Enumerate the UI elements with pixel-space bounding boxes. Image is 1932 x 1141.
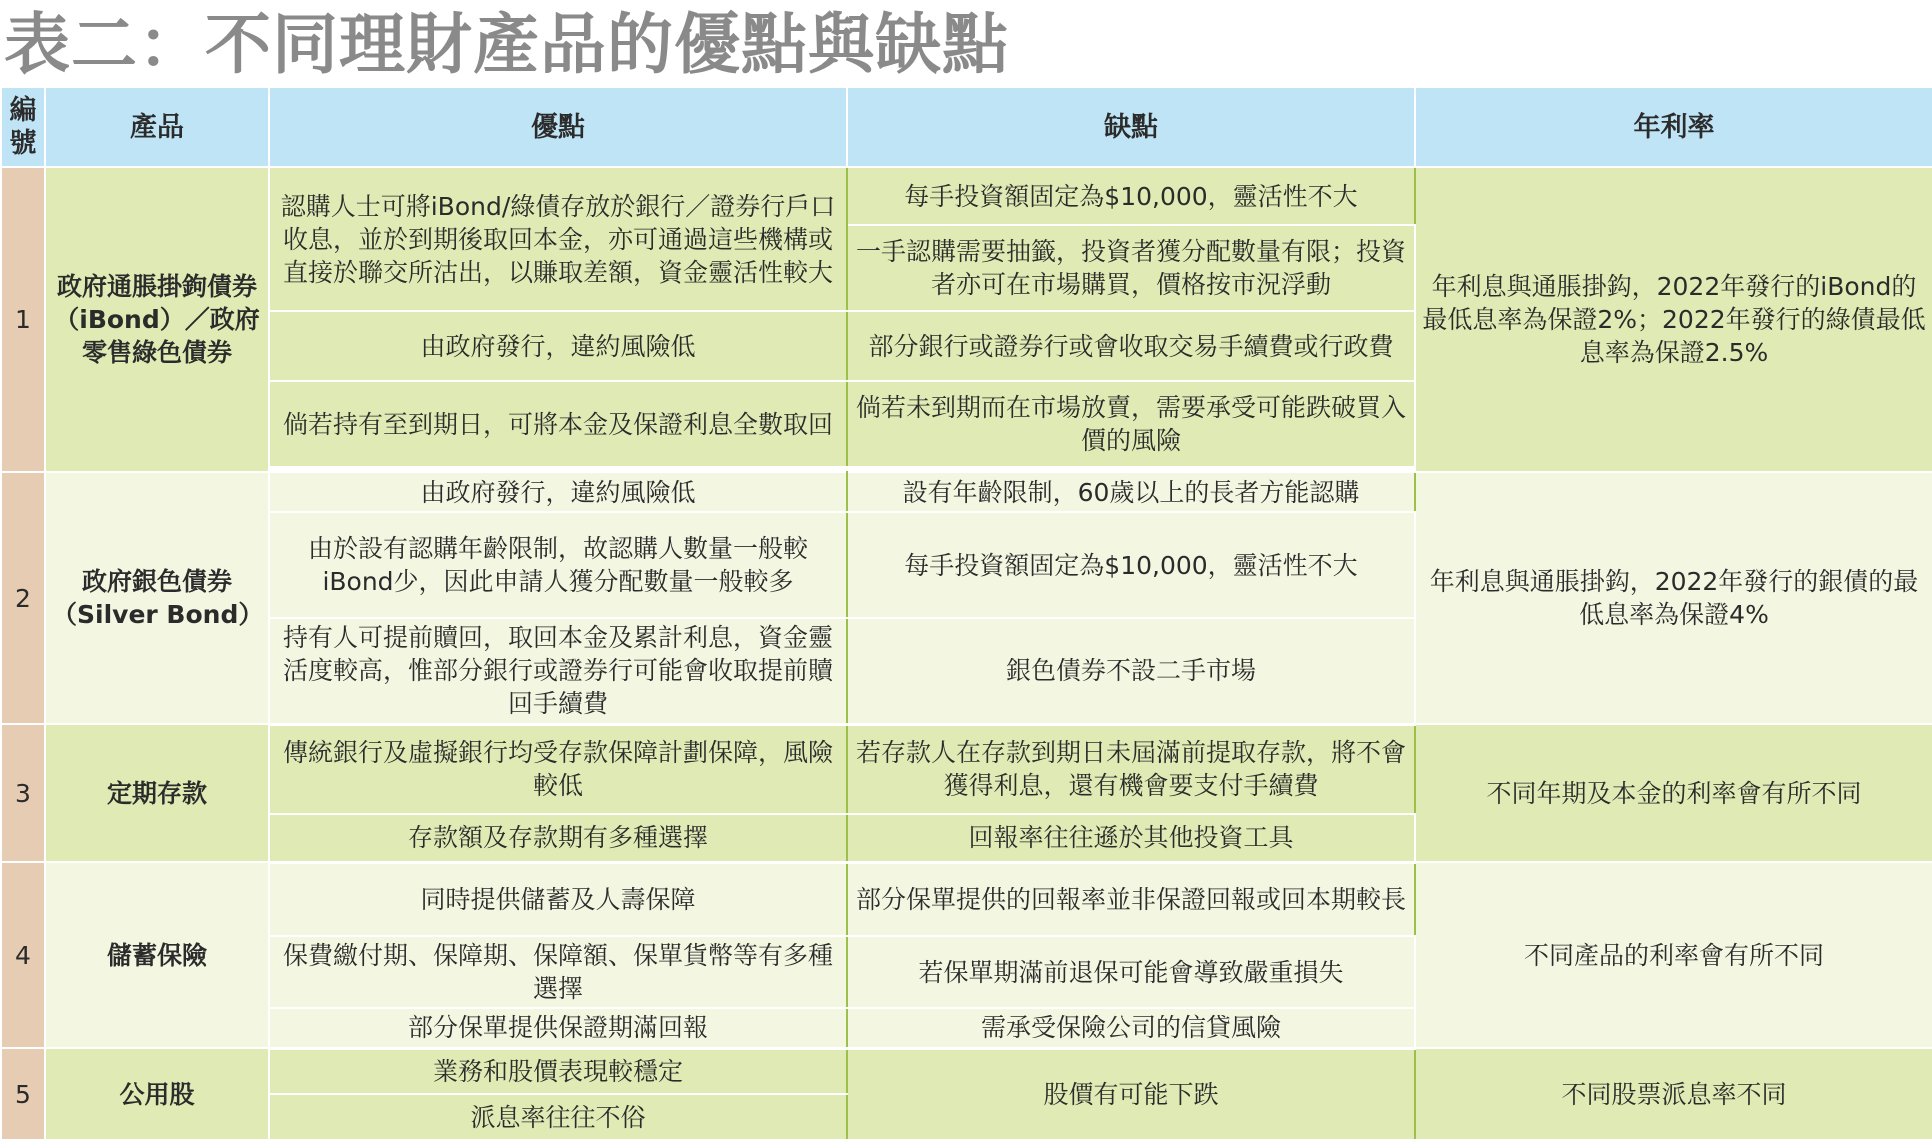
pro-item: 由政府發行，違約風險低 xyxy=(269,311,847,381)
header-no: 編號 xyxy=(1,87,45,167)
pro-item: 部分保單提供保證期滿回報 xyxy=(269,1008,847,1048)
con-item: 銀色債券不設二手市場 xyxy=(847,618,1415,724)
annual-rate: 年利息與通脹掛鈎，2022年發行的iBond的最低息率為保證2%；2022年發行的綠債最低息率為保證2.5% xyxy=(1415,167,1932,472)
pro-item: 傳統銀行及虛擬銀行均受存款保障計劃保障，風險較低 xyxy=(269,724,847,814)
pro-item: 存款額及存款期有多種選擇 xyxy=(269,814,847,862)
row-number: 1 xyxy=(1,167,45,472)
table-row xyxy=(1,862,1932,936)
header-row xyxy=(1,87,1932,167)
pro-item: 認購人士可將iBond/綠債存放於銀行／證券行戶口收息，並於到期後取回本金，亦可通過這些機構或直接於聯交所沽出，以賺取差額，資金靈活性較大 xyxy=(269,167,847,311)
con-item: 回報率往往遜於其他投資工具 xyxy=(847,814,1415,862)
product-name: 政府通脹掛鉤債券（iBond）／政府零售綠色債券 xyxy=(45,167,269,472)
con-item: 股價有可能下跌 xyxy=(847,1048,1415,1140)
pro-item: 持有人可提前贖回，取回本金及累計利息，資金靈活度較高，惟部分銀行或證券行可能會收取提前贖回手續費 xyxy=(269,618,847,724)
pro-item: 同時提供儲蓄及人壽保障 xyxy=(269,862,847,936)
pro-item: 由政府發行，違約風險低 xyxy=(269,472,847,512)
pro-item: 業務和股價表現較穩定 xyxy=(269,1048,847,1094)
product-name: 定期存款 xyxy=(45,724,269,862)
con-item: 需承受保險公司的信貸風險 xyxy=(847,1008,1415,1048)
product-name: 公用股 xyxy=(45,1048,269,1140)
annual-rate: 不同股票派息率不同 xyxy=(1415,1048,1932,1140)
con-item: 一手認購需要抽籤，投資者獲分配數量有限；投資者亦可在市場購買，價格按市況浮動 xyxy=(847,225,1415,311)
row-number: 2 xyxy=(1,472,45,724)
product-name: 儲蓄保險 xyxy=(45,862,269,1048)
table-row xyxy=(1,167,1932,225)
header-pros: 優點 xyxy=(269,87,847,167)
con-item: 部分保單提供的回報率並非保證回報或回本期較長 xyxy=(847,862,1415,936)
header-cons: 缺點 xyxy=(847,87,1415,167)
con-item: 部分銀行或證券行或會收取交易手續費或行政費 xyxy=(847,311,1415,381)
page-title: 表二：不同理財產品的優點與缺點 xyxy=(4,6,1009,83)
con-item: 每手投資額固定為$10,000，靈活性不大 xyxy=(847,167,1415,225)
table-row xyxy=(1,724,1932,814)
header-product: 產品 xyxy=(45,87,269,167)
header-rate: 年利率 xyxy=(1415,87,1932,167)
table-row xyxy=(1,1048,1932,1094)
con-item: 若保單期滿前退保可能會導致嚴重損失 xyxy=(847,936,1415,1008)
row-number: 5 xyxy=(1,1048,45,1140)
table-row xyxy=(1,472,1932,512)
con-item: 若存款人在存款到期日未屆滿前提取存款，將不會獲得利息，還有機會要支付手續費 xyxy=(847,724,1415,814)
con-item: 每手投資額固定為$10,000，靈活性不大 xyxy=(847,512,1415,618)
comparison-table xyxy=(0,86,1932,1141)
annual-rate: 年利息與通脹掛鈎，2022年發行的銀債的最低息率為保證4% xyxy=(1415,472,1932,724)
product-name: 政府銀色債券（Silver Bond） xyxy=(45,472,269,724)
con-item: 設有年齡限制，60歲以上的長者方能認購 xyxy=(847,472,1415,512)
con-item: 倘若未到期而在市場放賣，需要承受可能跌破買入價的風險 xyxy=(847,381,1415,467)
pro-item: 保費繳付期、保障期、保障額、保單貨幣等有多種選擇 xyxy=(269,936,847,1008)
row-number: 3 xyxy=(1,724,45,862)
row-number: 4 xyxy=(1,862,45,1048)
pro-item: 由於設有認購年齡限制，故認購人數量一般較iBond少，因此申請人獲分配數量一般較多 xyxy=(269,512,847,618)
annual-rate: 不同產品的利率會有所不同 xyxy=(1415,862,1932,1048)
annual-rate: 不同年期及本金的利率會有所不同 xyxy=(1415,724,1932,862)
pro-item: 派息率往往不俗 xyxy=(269,1094,847,1140)
pro-item: 倘若持有至到期日，可將本金及保證利息全數取回 xyxy=(269,381,847,467)
